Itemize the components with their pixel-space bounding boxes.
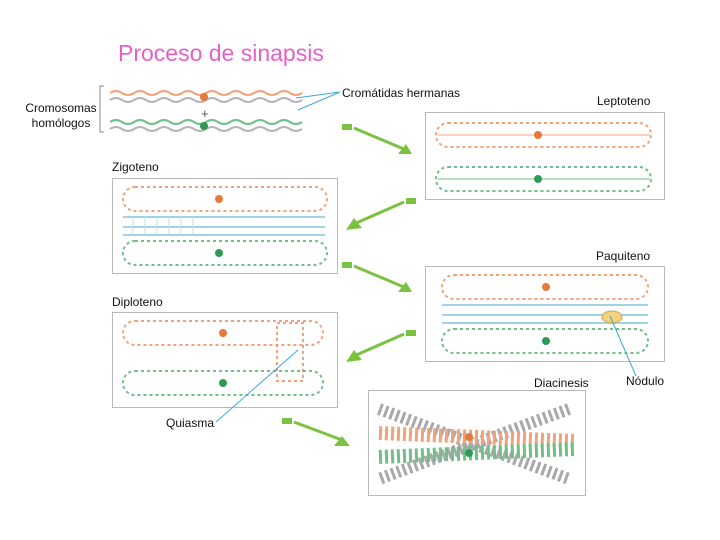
arrow-to-leptotene [340, 120, 420, 160]
centromere-orange [534, 131, 542, 139]
label-diplotene: Diploteno [112, 295, 163, 309]
centromere-orange [215, 195, 223, 203]
arrow-to-diplotene [340, 328, 420, 368]
arrow-to-zygotene [340, 196, 420, 236]
plus-sign: + [201, 106, 209, 121]
diakinesis-chromosomes [369, 391, 585, 495]
centromere-orange [219, 329, 227, 337]
label-homologous-chromosomes: Cromosomas homólogos [25, 101, 97, 130]
centromere-orange [542, 283, 550, 291]
centromere-green [534, 175, 542, 183]
panel-zygotene [112, 178, 338, 274]
centromere-green-top [200, 122, 208, 130]
label-pachytene: Paquiteno [596, 249, 651, 263]
pointer-nodule [606, 312, 646, 382]
diagram-title: Proceso de sinapsis [118, 40, 324, 66]
panel-leptotene [425, 112, 665, 200]
centromere-orange [465, 433, 473, 441]
label-zygotene: Zigoteno [112, 160, 159, 174]
label-leptotene: Leptoteno [597, 94, 651, 108]
label-chiasma: Quiasma [166, 416, 215, 430]
zygotene-chromosomes [113, 179, 337, 273]
pointer-sister-chromatids [290, 88, 350, 118]
leptotene-chromosomes [426, 113, 664, 199]
centromere-orange-top [200, 93, 208, 101]
green-chromosome [436, 167, 651, 191]
centromere-green [215, 249, 223, 257]
arrow-to-pachytene [340, 258, 420, 298]
label-diakinesis: Diacinesis [534, 376, 589, 390]
centromere-green [542, 337, 550, 345]
label-nodule: Nódulo [626, 374, 665, 388]
panel-diakinesis [368, 390, 586, 496]
arrow-to-diakinesis [280, 414, 360, 454]
orange-chromosome [436, 123, 651, 147]
label-sister-chromatids: Cromátidas hermanas [342, 86, 461, 100]
top-chromosomes-illustration [96, 80, 312, 140]
centromere-green [465, 449, 473, 457]
